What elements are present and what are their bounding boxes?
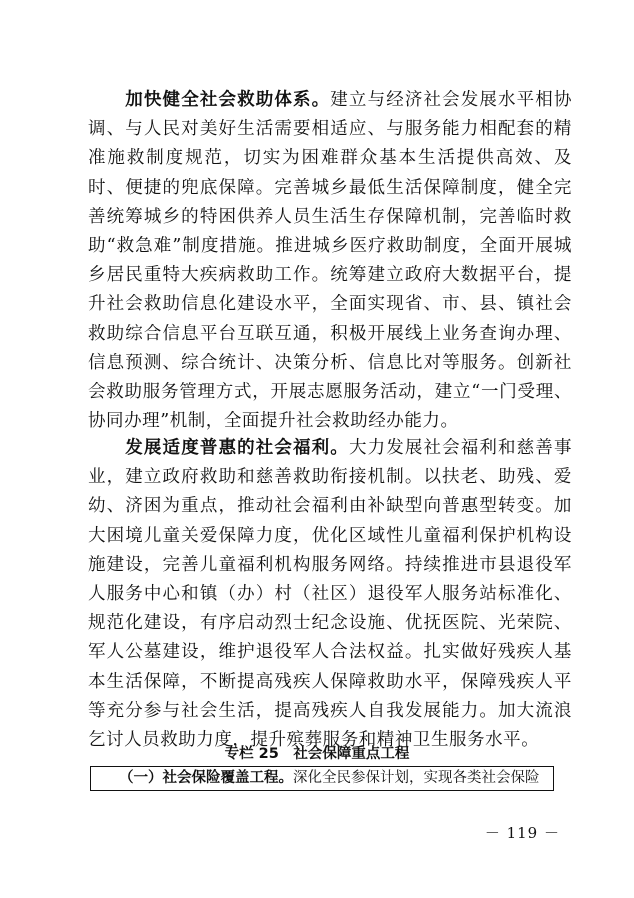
column-box (90, 766, 554, 791)
paragraph-lead: 发展适度普惠的社会福利。 (125, 438, 349, 458)
page-number: － 119 － (484, 824, 560, 842)
paragraph-body: 大力发展社会福利和慈善事业，建立政府救助和慈善救助衔接机制。以扶老、助残、爱幼、济困为重点，推动社会福利由补缺型向普惠型转变。加大困境儿童关爱保障力度，优化区域性儿童福利保护机构设施建设，完善儿童福利机构服务网络。持续推进市县退役军人服务中心和镇（办）村（社区）退役军人服务站标准化、规范化建设，有序启动烈士纪念设施、优抚医院、光荣院、军人公墓建设，维护退役军人合法权益。扎实做好残疾人基本生活保障，不断提高残疾人保障救助水平，保障残疾人平等充分参与社会生活，提高残疾人自我发展能力。加大流浪乞讨人员救助力度，提升殡葬服务和精神卫生服务水平。 (88, 438, 572, 751)
paragraph-social-welfare (88, 434, 572, 755)
column-item-lead: （一）社会保险覆盖工程。 (119, 770, 293, 786)
column-item-text: 深化全民参保计划，实现各类社会保险 (293, 770, 540, 786)
paragraph-social-assistance (88, 86, 572, 436)
column-box-title: 专栏 25 社会保障重点工程 (224, 746, 410, 762)
paragraph-body: 建立与经济社会发展水平相协调、与人民对美好生活需要相适应、与服务能力相配套的精准施救制度规范，切实为困难群众基本生活提供高效、及时、便捷的兜底保障。完善城乡最低生活保障制度，健全完善统筹城乡的特困供养人员生活生存保障机制，完善临时救助“救急难”制度措施。推进城乡医疗救助制度，全面开展城乡居民重特大疾病救助工作。统筹建立政府大数据平台，提升社会救助信息化建设水平，全面实现省、市、县、镇社会救助综合信息平台互联互通，积极开展线上业务查询办理、信息预测、综合统计、决策分析、信息比对等服务。创新社会救助服务管理方式，开展志愿服务活动，建立“一门受理、协同办理”机制，全面提升社会救助经办能力。 (88, 90, 572, 432)
paragraph-lead: 加快健全社会救助体系。 (125, 90, 331, 110)
